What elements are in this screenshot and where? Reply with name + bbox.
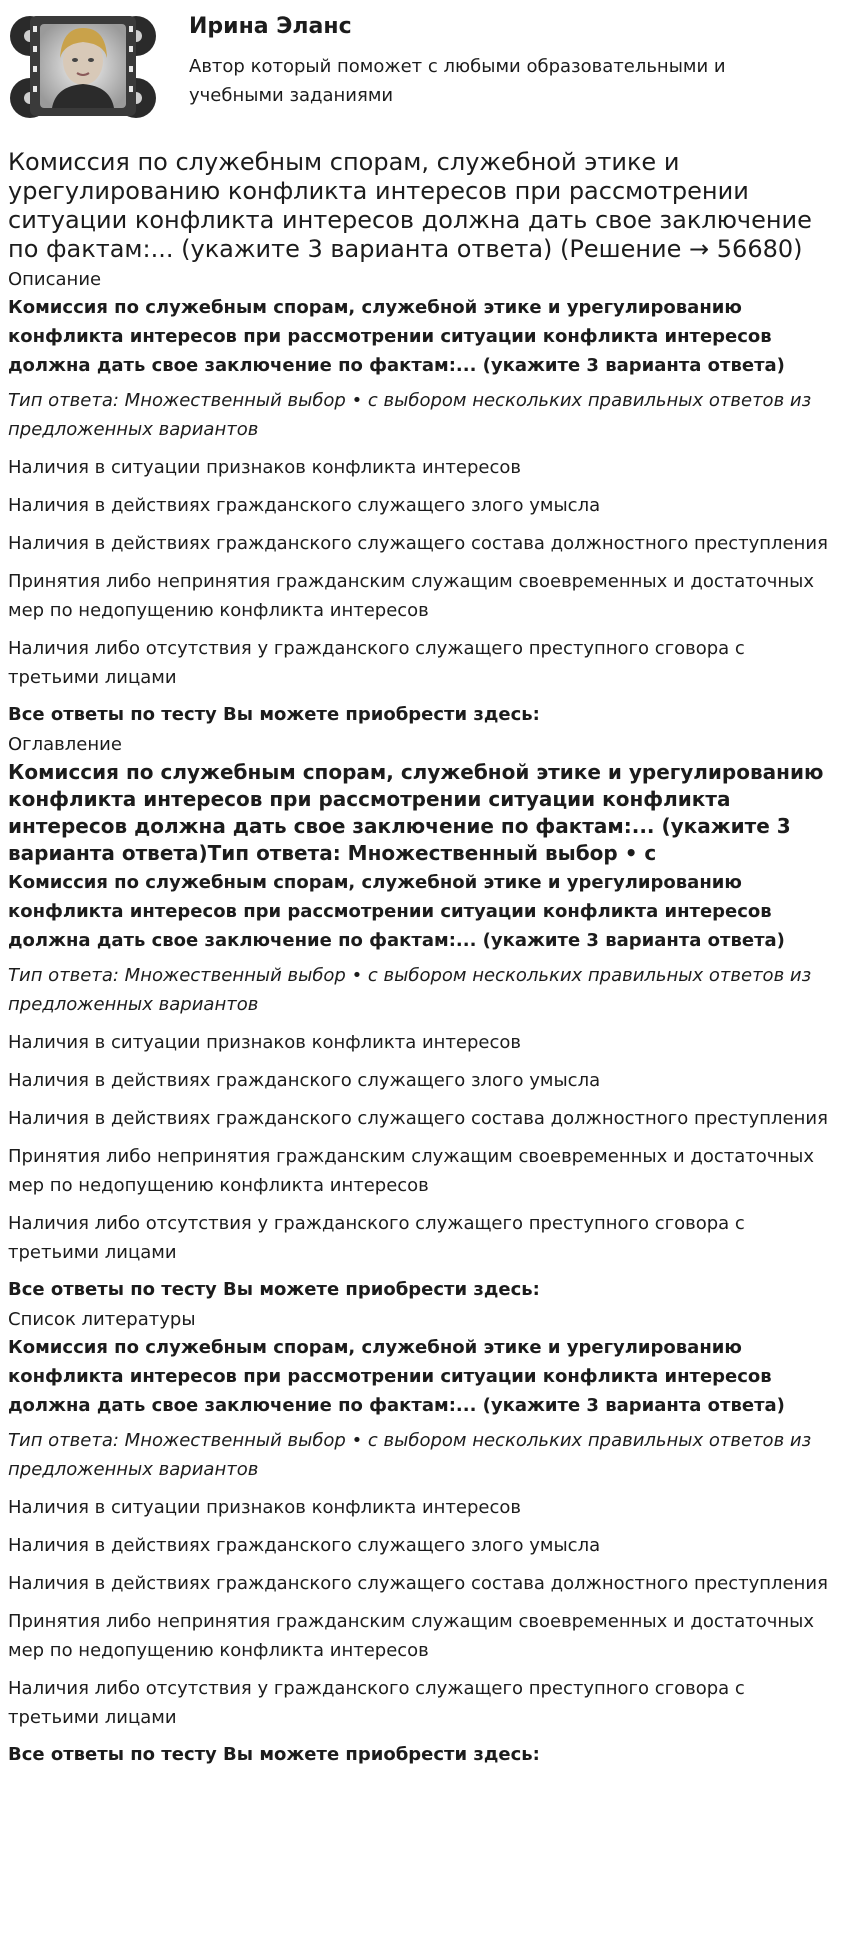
question-text: Комиссия по служебным спорам, служебной этике и урегулированию конфликта интересов при рассмотрении ситуации конфликта интересов должна дать свое заключение по фактам:... (укажите 3 варианта ответа) — [8, 297, 785, 376]
author-card — [8, 0, 837, 138]
buy-answers-text: Все ответы по тесту Вы можете приобрести здесь: — [8, 1744, 540, 1765]
answer-option: Наличия в действиях гражданского служащего злого умысла — [8, 1070, 601, 1091]
section-description — [8, 268, 837, 729]
avatar-film-reel-image — [8, 6, 158, 126]
answer-type: Тип ответа: Множественный выбор • с выбором нескольких правильных ответов из предложенных вариантов — [8, 965, 812, 1015]
section-label: Список литературы — [8, 1309, 196, 1330]
answer-type: Тип ответа: Множественный выбор • с выбором нескольких правильных ответов из предложенных вариантов — [8, 390, 812, 440]
answer-option: Наличия либо отсутствия у гражданского служащего преступного сговора с третьими лицами — [8, 1678, 745, 1728]
answer-option: Наличия в ситуации признаков конфликта интересов — [8, 457, 521, 478]
answer-option: Наличия либо отсутствия у гражданского служащего преступного сговора с третьими лицами — [8, 638, 745, 688]
answer-option: Наличия в ситуации признаков конфликта интересов — [8, 1032, 521, 1053]
answer-option: Наличия в действиях гражданского служащего злого умысла — [8, 1535, 601, 1556]
page-title: Комиссия по служебным спорам, служебной этике и урегулированию конфликта интересов при рассмотрении ситуации конфликта интересов должна дать свое заключение по фактам:... (укажите 3 варианта ответа) (Решение → 56680) — [8, 148, 812, 263]
section-contents — [8, 733, 837, 1304]
buy-answers-text: Все ответы по тесту Вы можете приобрести здесь: — [8, 704, 540, 725]
answer-option: Принятия либо непринятия гражданским служащим своевременных и достаточных мер по недопущению конфликта интересов — [8, 1611, 815, 1661]
author-name[interactable]: Ирина Эланс — [189, 14, 352, 39]
buy-answers-text: Все ответы по тесту Вы можете приобрести здесь: — [8, 1279, 540, 1300]
answer-option: Наличия в действиях гражданского служащего злого умысла — [8, 495, 601, 516]
answer-option: Наличия либо отсутствия у гражданского служащего преступного сговора с третьими лицами — [8, 1213, 745, 1263]
question-text: Комиссия по служебным спорам, служебной этике и урегулированию конфликта интересов при рассмотрении ситуации конфликта интересов должна дать свое заключение по фактам:... (укажите 3 варианта ответа) — [8, 872, 785, 951]
contents-heading: Комиссия по служебным спорам, служебной этике и урегулированию конфликта интересов при рассмотрении ситуации конфликта интересов должна дать свое заключение по фактам:... (укажите 3 варианта ответа)Тип ответа: Множественный выбор • с — [8, 760, 824, 865]
author-info — [189, 6, 789, 110]
author-description: Автор который поможет с любыми образовательными и учебными заданиями — [189, 56, 726, 106]
answer-option: Наличия в ситуации признаков конфликта интересов — [8, 1497, 521, 1518]
answer-option: Наличия в действиях гражданского служащего состава должностного преступления — [8, 1573, 828, 1594]
section-label: Описание — [8, 269, 102, 290]
answer-option: Наличия в действиях гражданского служащего состава должностного преступления — [8, 1108, 828, 1129]
answer-option: Принятия либо непринятия гражданским служащим своевременных и достаточных мер по недопущению конфликта интересов — [8, 571, 815, 621]
section-bibliography — [8, 1308, 837, 1769]
answer-type: Тип ответа: Множественный выбор • с выбором нескольких правильных ответов из предложенных вариантов — [8, 1430, 812, 1480]
answer-option: Принятия либо непринятия гражданским служащим своевременных и достаточных мер по недопущению конфликта интересов — [8, 1146, 815, 1196]
answer-option: Наличия в действиях гражданского служащего состава должностного преступления — [8, 533, 828, 554]
question-text: Комиссия по служебным спорам, служебной этике и урегулированию конфликта интересов при рассмотрении ситуации конфликта интересов должна дать свое заключение по фактам:... (укажите 3 варианта ответа) — [8, 1337, 785, 1416]
section-label: Оглавление — [8, 734, 122, 755]
avatar[interactable] — [8, 6, 168, 126]
